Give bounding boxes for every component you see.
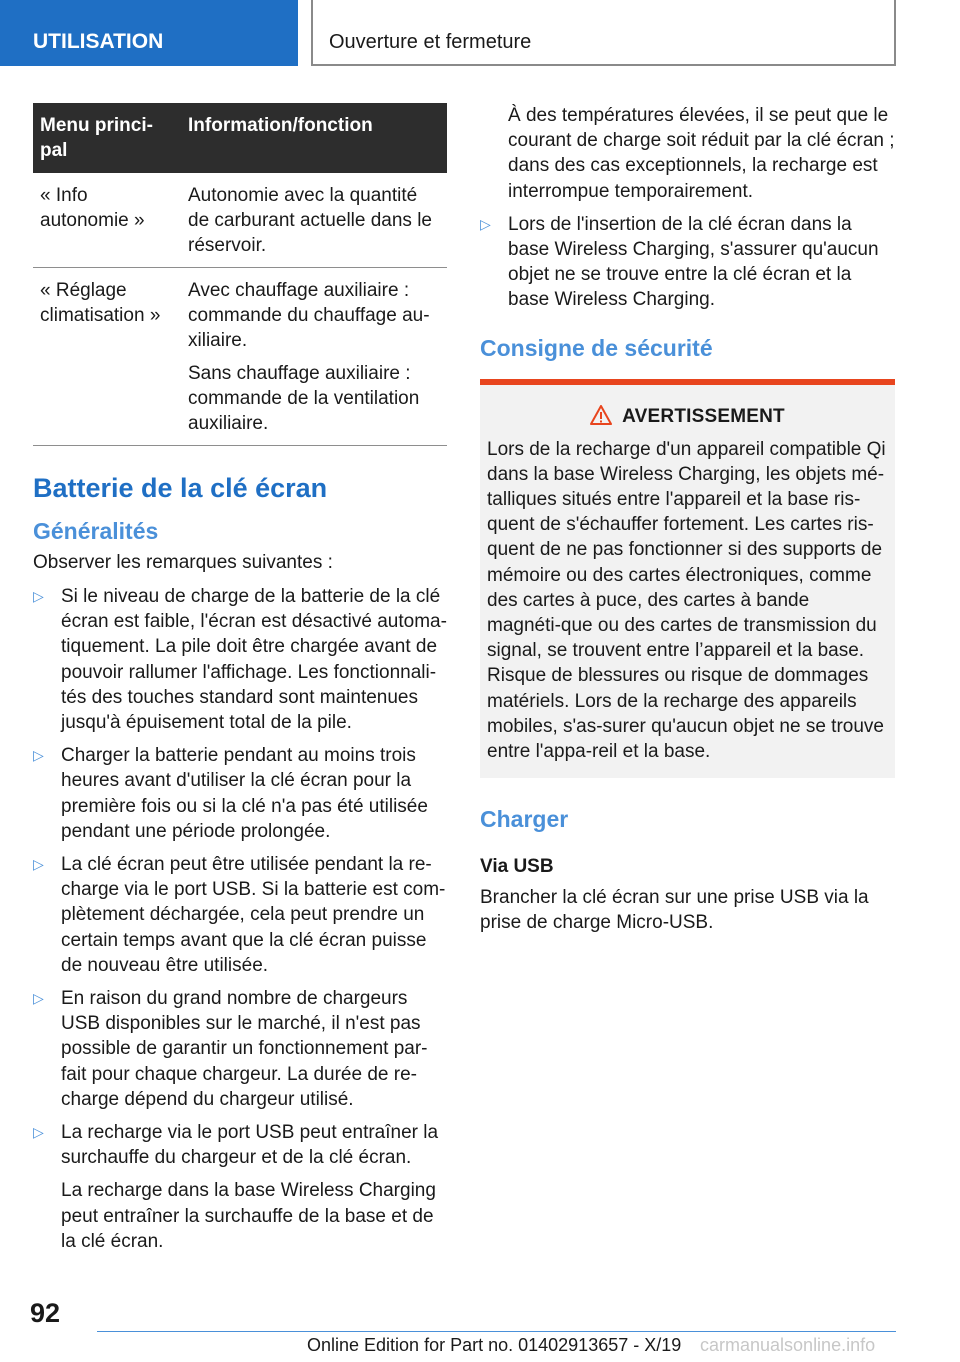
table-header-menu: Menu princi-pal bbox=[33, 103, 181, 173]
table-cell-menu: « Réglage climatisation » bbox=[33, 268, 181, 446]
warning-text: Lors de la recharge d'un appareil compatible Qi dans la base Wireless Charging, les objets mé-talliques situés entre l'appareil et la base ris-quent de s'échauffer fortement. Les cartes ris-quent de ne pas fonctionner si des supports de mémoire ou des cartes électroniques, comme des cartes à puce, des cartes à bande magnéti-que ou des cartes de transmission du signal, se trouvent entre l’appareil et la base. Risque de blessures ou risque de dommages matériels. Lors de la recharge des appareils mobiles, s'as-surer qu'aucun objet ne se trouve entre l'appa-reil et la base. bbox=[487, 438, 886, 763]
info-text: Autonomie avec la quantité de carburant actuelle dans le réservoir. bbox=[188, 185, 432, 256]
menu-table bbox=[33, 103, 447, 446]
page-title: Ouverture et fermeture bbox=[311, 0, 896, 66]
warning-box bbox=[480, 379, 895, 779]
right-column bbox=[480, 103, 895, 944]
watermark: carmanualsonline.info bbox=[700, 1335, 876, 1355]
table-header-info: Information/fonction bbox=[181, 103, 447, 173]
intro-text: Observer les remarques suivantes : bbox=[33, 552, 333, 573]
table-cell-info bbox=[181, 173, 447, 268]
section-tab: UTILISATION bbox=[0, 0, 298, 66]
safety-heading: Consigne de sécurité bbox=[480, 334, 713, 361]
bullet-triangle-icon: ▷ bbox=[480, 215, 491, 232]
usb-heading: Via USB bbox=[480, 856, 554, 878]
list-item: ▷ Charger la batterie pendant au moins trois heures avant d'utiliser la clé écran pour la première fois ou si la clé n'a pas été utilisée pendant une période prolongée. bbox=[33, 745, 428, 842]
bullet-triangle-icon: ▷ bbox=[33, 747, 44, 764]
table-cell-info bbox=[181, 268, 447, 446]
bullet-triangle-icon: ▷ bbox=[33, 588, 44, 604]
page-number: 92 bbox=[30, 1298, 61, 1328]
table-row bbox=[33, 268, 447, 446]
table-row bbox=[33, 173, 447, 268]
list-item: ▷ La recharge via le port USB peut entraîner la surchauffe du chargeur et de la clé écran. La recharge dans la base Wireless Charging peut entraîner la surchauffe de la base et de la clé écran. bbox=[33, 1120, 447, 1254]
usb-text: Brancher la clé écran sur une prise USB via la prise de charge Micro-USB. bbox=[480, 887, 869, 934]
warning-title: AVERTISSEMENT bbox=[487, 405, 888, 431]
footer-edition: Online Edition for Part no. 01402913657 - X/19 bbox=[307, 1335, 682, 1355]
list-item: ▷ Lors de l'insertion de la clé écran dans la base Wireless Charging, s'assurer qu'aucun objet ne se trouve entre la clé écran et la base Wireless Charging. bbox=[480, 213, 879, 311]
general-heading: Généralités bbox=[33, 518, 159, 544]
info-text: Sans chauffage auxiliaire : commande de la ventilation auxiliaire. bbox=[188, 363, 420, 434]
info-text: Avec chauffage auxiliaire : commande du chauffage au-xiliaire. bbox=[188, 280, 430, 351]
list-item: ▷ En raison du grand nombre de chargeurs USB disponibles sur le marché, il n'est pas possible de garantir un fonctionnement par-fait pour chaque chargeur. La durée de re-charge dépend du chargeur utilisé. bbox=[33, 988, 428, 1110]
table-cell-menu: « Info autonomie » bbox=[33, 173, 181, 268]
left-column bbox=[33, 103, 447, 1262]
bullet-triangle-icon: ▷ bbox=[33, 990, 44, 1007]
insertion-list bbox=[480, 212, 895, 313]
charger-heading: Charger bbox=[480, 806, 569, 833]
battery-heading: Batterie de la clé écran bbox=[33, 473, 328, 503]
list-item: ▷ La clé écran peut être utilisée pendant la re-charge via le port USB. Si la batterie est com-plètement déchargée, cela peut prendre un certain temps avant que la clé écran puisse de nouveau être utilisée. bbox=[33, 854, 446, 976]
list-item: ▷ Si le niveau de charge de la batterie de la clé écran est faible, l'écran est désactivé automa-tiquement. La pile doit être chargée avant de pouvoir rallumer l'affichage. Les fonctionnali-tés des touches standard sont maintenues jusqu'à épuisement total de la pile. bbox=[33, 586, 447, 734]
footer-divider bbox=[97, 1331, 896, 1332]
warning-triangle-icon bbox=[590, 405, 612, 431]
list-item-continuation: La recharge dans la base Wireless Charging peut entraîner la surchauffe de la base et de la clé écran. bbox=[61, 1180, 436, 1252]
battery-notes-list bbox=[33, 584, 447, 1254]
bullet-triangle-icon: ▷ bbox=[33, 856, 44, 873]
continued-paragraph: À des températures élevées, il se peut que le courant de charge soit réduit par la clé écran ; dans des cas exceptionnels, la recharge est interrompue temporairement. bbox=[508, 105, 895, 202]
bullet-triangle-icon: ▷ bbox=[33, 1124, 44, 1141]
